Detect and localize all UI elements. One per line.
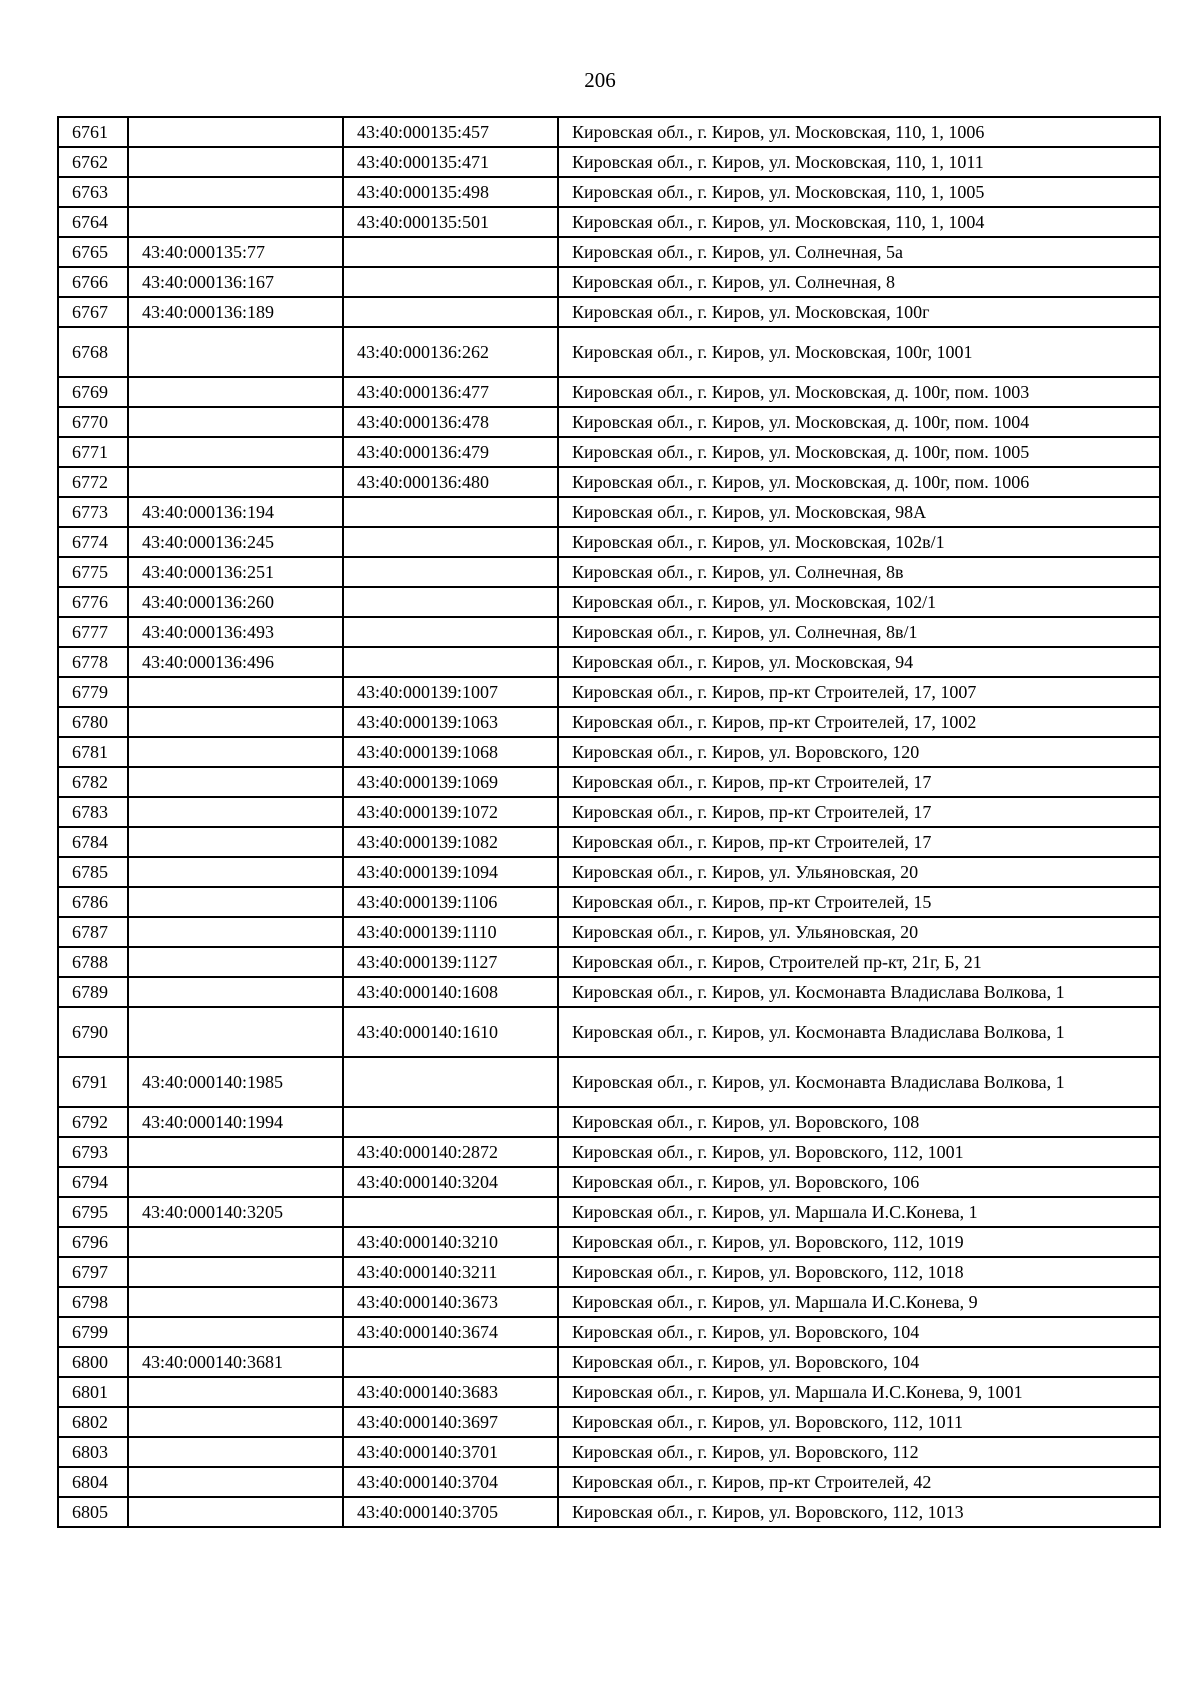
address-cell: Кировская обл., г. Киров, ул. Солнечная, 5а [558,237,1160,267]
table-row [58,1197,1160,1227]
row-number-cell: 6776 [58,587,128,617]
row-number-cell: 6765 [58,237,128,267]
row-number-cell: 6778 [58,647,128,677]
parcel-cadastral-number-cell: 43:40:000136:493 [128,617,343,647]
address-cell: Кировская обл., г. Киров, ул. Московская, 110, 1, 1005 [558,177,1160,207]
address-cell: Кировская обл., г. Киров, пр-кт Строителей, 17, 1002 [558,707,1160,737]
address-cell: Кировская обл., г. Киров, пр-кт Строителей, 17 [558,767,1160,797]
row-number-cell: 6789 [58,977,128,1007]
row-number-cell: 6766 [58,267,128,297]
registry-table [57,116,1161,1528]
object-cadastral-number-cell [343,617,558,647]
object-cadastral-number-cell [343,497,558,527]
object-cadastral-number-cell: 43:40:000136:477 [343,377,558,407]
parcel-cadastral-number-cell [128,1407,343,1437]
parcel-cadastral-number-cell [128,147,343,177]
object-cadastral-number-cell: 43:40:000140:3705 [343,1497,558,1527]
row-number-cell: 6805 [58,1497,128,1527]
address-cell: Кировская обл., г. Киров, ул. Московская, 110, 1, 1004 [558,207,1160,237]
table-row [58,1057,1160,1107]
table-row [58,1257,1160,1287]
object-cadastral-number-cell [343,527,558,557]
parcel-cadastral-number-cell [128,1467,343,1497]
row-number-cell: 6772 [58,467,128,497]
table-row [58,437,1160,467]
parcel-cadastral-number-cell: 43:40:000136:245 [128,527,343,557]
row-number-cell: 6770 [58,407,128,437]
table-row [58,647,1160,677]
table-row [58,267,1160,297]
address-cell: Кировская обл., г. Киров, ул. Московская, д. 100г, пом. 1006 [558,467,1160,497]
table-row [58,297,1160,327]
table-row [58,527,1160,557]
object-cadastral-number-cell: 43:40:000139:1094 [343,857,558,887]
object-cadastral-number-cell: 43:40:000140:3211 [343,1257,558,1287]
object-cadastral-number-cell: 43:40:000139:1069 [343,767,558,797]
object-cadastral-number-cell: 43:40:000140:3701 [343,1437,558,1467]
address-cell: Кировская обл., г. Киров, ул. Воровского, 112 [558,1437,1160,1467]
address-cell: Кировская обл., г. Киров, ул. Московская, д. 100г, пом. 1005 [558,437,1160,467]
object-cadastral-number-cell: 43:40:000135:471 [343,147,558,177]
address-cell: Кировская обл., г. Киров, ул. Московская, 100г, 1001 [558,327,1160,377]
parcel-cadastral-number-cell [128,377,343,407]
table-row [58,1377,1160,1407]
parcel-cadastral-number-cell [128,857,343,887]
row-number-cell: 6794 [58,1167,128,1197]
object-cadastral-number-cell: 43:40:000135:498 [343,177,558,207]
table-row [58,887,1160,917]
object-cadastral-number-cell [343,267,558,297]
row-number-cell: 6777 [58,617,128,647]
row-number-cell: 6767 [58,297,128,327]
row-number-cell: 6787 [58,917,128,947]
address-cell: Кировская обл., г. Киров, ул. Солнечная, 8в [558,557,1160,587]
table-row [58,707,1160,737]
object-cadastral-number-cell: 43:40:000140:1610 [343,1007,558,1057]
address-cell: Кировская обл., г. Киров, пр-кт Строителей, 17 [558,797,1160,827]
object-cadastral-number-cell: 43:40:000136:480 [343,467,558,497]
address-cell: Кировская обл., г. Киров, пр-кт Строителей, 17, 1007 [558,677,1160,707]
address-cell: Кировская обл., г. Киров, ул. Московская, 98А [558,497,1160,527]
row-number-cell: 6774 [58,527,128,557]
row-number-cell: 6761 [58,117,128,147]
object-cadastral-number-cell: 43:40:000140:3673 [343,1287,558,1317]
address-cell: Кировская обл., г. Киров, ул. Маршала И.С.Конева, 9, 1001 [558,1377,1160,1407]
parcel-cadastral-number-cell [128,827,343,857]
parcel-cadastral-number-cell: 43:40:000140:1994 [128,1107,343,1137]
row-number-cell: 6800 [58,1347,128,1377]
table-row [58,677,1160,707]
table-row [58,377,1160,407]
object-cadastral-number-cell [343,297,558,327]
parcel-cadastral-number-cell [128,1227,343,1257]
address-cell: Кировская обл., г. Киров, ул. Воровского, 106 [558,1167,1160,1197]
row-number-cell: 6790 [58,1007,128,1057]
object-cadastral-number-cell [343,1197,558,1227]
page-number: 206 [584,68,616,92]
address-cell: Кировская обл., г. Киров, ул. Космонавта Владислава Волкова, 1 [558,977,1160,1007]
row-number-cell: 6764 [58,207,128,237]
address-cell: Кировская обл., г. Киров, ул. Московская, 102/1 [558,587,1160,617]
address-cell: Кировская обл., г. Киров, ул. Воровского, 104 [558,1317,1160,1347]
parcel-cadastral-number-cell [128,947,343,977]
parcel-cadastral-number-cell [128,1007,343,1057]
row-number-cell: 6804 [58,1467,128,1497]
row-number-cell: 6786 [58,887,128,917]
table-row [58,857,1160,887]
table-row [58,467,1160,497]
parcel-cadastral-number-cell [128,117,343,147]
row-number-cell: 6769 [58,377,128,407]
address-cell: Кировская обл., г. Киров, ул. Космонавта Владислава Волкова, 1 [558,1057,1160,1107]
table-row [58,1107,1160,1137]
object-cadastral-number-cell: 43:40:000135:501 [343,207,558,237]
address-cell: Кировская обл., г. Киров, ул. Московская, д. 100г, пом. 1004 [558,407,1160,437]
table-row [58,1407,1160,1437]
address-cell: Кировская обл., г. Киров, ул. Солнечная, 8 [558,267,1160,297]
address-cell: Кировская обл., г. Киров, ул. Воровского, 108 [558,1107,1160,1137]
object-cadastral-number-cell: 43:40:000140:3697 [343,1407,558,1437]
object-cadastral-number-cell: 43:40:000140:1608 [343,977,558,1007]
row-number-cell: 6762 [58,147,128,177]
parcel-cadastral-number-cell [128,1257,343,1287]
object-cadastral-number-cell: 43:40:000140:3210 [343,1227,558,1257]
object-cadastral-number-cell: 43:40:000136:479 [343,437,558,467]
parcel-cadastral-number-cell: 43:40:000140:3205 [128,1197,343,1227]
registry-table-body [58,117,1160,1527]
address-cell: Кировская обл., г. Киров, ул. Космонавта Владислава Волкова, 1 [558,1007,1160,1057]
parcel-cadastral-number-cell: 43:40:000136:189 [128,297,343,327]
address-cell: Кировская обл., г. Киров, ул. Московская, 110, 1, 1011 [558,147,1160,177]
object-cadastral-number-cell: 43:40:000140:3204 [343,1167,558,1197]
object-cadastral-number-cell: 43:40:000139:1110 [343,917,558,947]
row-number-cell: 6798 [58,1287,128,1317]
address-cell: Кировская обл., г. Киров, пр-кт Строителей, 17 [558,827,1160,857]
table-row [58,237,1160,267]
table-row [58,1347,1160,1377]
row-number-cell: 6792 [58,1107,128,1137]
address-cell: Кировская обл., г. Киров, ул. Воровского, 120 [558,737,1160,767]
object-cadastral-number-cell: 43:40:000139:1068 [343,737,558,767]
parcel-cadastral-number-cell [128,327,343,377]
row-number-cell: 6773 [58,497,128,527]
object-cadastral-number-cell: 43:40:000139:1007 [343,677,558,707]
address-cell: Кировская обл., г. Киров, ул. Ульяновская, 20 [558,917,1160,947]
table-row [58,1437,1160,1467]
parcel-cadastral-number-cell: 43:40:000136:251 [128,557,343,587]
row-number-cell: 6768 [58,327,128,377]
table-row [58,1467,1160,1497]
address-cell: Кировская обл., г. Киров, Строителей пр-кт, 21г, Б, 21 [558,947,1160,977]
table-row [58,1287,1160,1317]
parcel-cadastral-number-cell [128,1377,343,1407]
table-row [58,1137,1160,1167]
object-cadastral-number-cell: 43:40:000139:1063 [343,707,558,737]
object-cadastral-number-cell: 43:40:000140:3683 [343,1377,558,1407]
address-cell: Кировская обл., г. Киров, ул. Московская, д. 100г, пом. 1003 [558,377,1160,407]
object-cadastral-number-cell [343,237,558,267]
parcel-cadastral-number-cell [128,467,343,497]
object-cadastral-number-cell [343,557,558,587]
row-number-cell: 6803 [58,1437,128,1467]
row-number-cell: 6797 [58,1257,128,1287]
table-row [58,587,1160,617]
table-row [58,327,1160,377]
object-cadastral-number-cell: 43:40:000140:2872 [343,1137,558,1167]
row-number-cell: 6780 [58,707,128,737]
parcel-cadastral-number-cell [128,407,343,437]
object-cadastral-number-cell [343,1347,558,1377]
table-row [58,1167,1160,1197]
parcel-cadastral-number-cell [128,1287,343,1317]
object-cadastral-number-cell: 43:40:000140:3704 [343,1467,558,1497]
row-number-cell: 6779 [58,677,128,707]
table-row [58,147,1160,177]
address-cell: Кировская обл., г. Киров, ул. Солнечная, 8в/1 [558,617,1160,647]
parcel-cadastral-number-cell [128,437,343,467]
parcel-cadastral-number-cell [128,207,343,237]
object-cadastral-number-cell: 43:40:000139:1072 [343,797,558,827]
address-cell: Кировская обл., г. Киров, ул. Московская, 100г [558,297,1160,327]
row-number-cell: 6784 [58,827,128,857]
table-row [58,1317,1160,1347]
object-cadastral-number-cell [343,587,558,617]
parcel-cadastral-number-cell: 43:40:000136:260 [128,587,343,617]
row-number-cell: 6763 [58,177,128,207]
table-row [58,827,1160,857]
parcel-cadastral-number-cell [128,767,343,797]
parcel-cadastral-number-cell [128,737,343,767]
address-cell: Кировская обл., г. Киров, ул. Маршала И.С.Конева, 1 [558,1197,1160,1227]
object-cadastral-number-cell: 43:40:000136:262 [343,327,558,377]
table-row [58,177,1160,207]
object-cadastral-number-cell [343,1107,558,1137]
address-cell: Кировская обл., г. Киров, ул. Ульяновская, 20 [558,857,1160,887]
parcel-cadastral-number-cell [128,177,343,207]
parcel-cadastral-number-cell [128,977,343,1007]
table-row [58,497,1160,527]
parcel-cadastral-number-cell [128,887,343,917]
row-number-cell: 6793 [58,1137,128,1167]
object-cadastral-number-cell [343,1057,558,1107]
row-number-cell: 6802 [58,1407,128,1437]
row-number-cell: 6796 [58,1227,128,1257]
row-number-cell: 6785 [58,857,128,887]
address-cell: Кировская обл., г. Киров, ул. Воровского, 112, 1013 [558,1497,1160,1527]
parcel-cadastral-number-cell [128,1317,343,1347]
table-row [58,1497,1160,1527]
parcel-cadastral-number-cell: 43:40:000140:3681 [128,1347,343,1377]
parcel-cadastral-number-cell: 43:40:000140:1985 [128,1057,343,1107]
object-cadastral-number-cell: 43:40:000136:478 [343,407,558,437]
row-number-cell: 6783 [58,797,128,827]
address-cell: Кировская обл., г. Киров, ул. Воровского, 112, 1001 [558,1137,1160,1167]
object-cadastral-number-cell: 43:40:000140:3674 [343,1317,558,1347]
address-cell: Кировская обл., г. Киров, ул. Московская, 94 [558,647,1160,677]
table-row [58,407,1160,437]
table-row [58,207,1160,237]
table-row [58,917,1160,947]
row-number-cell: 6791 [58,1057,128,1107]
parcel-cadastral-number-cell [128,1437,343,1467]
address-cell: Кировская обл., г. Киров, ул. Воровского, 112, 1019 [558,1227,1160,1257]
parcel-cadastral-number-cell [128,1167,343,1197]
row-number-cell: 6801 [58,1377,128,1407]
table-row [58,767,1160,797]
address-cell: Кировская обл., г. Киров, ул. Воровского, 112, 1011 [558,1407,1160,1437]
parcel-cadastral-number-cell [128,1137,343,1167]
address-cell: Кировская обл., г. Киров, ул. Московская, 102в/1 [558,527,1160,557]
object-cadastral-number-cell: 43:40:000135:457 [343,117,558,147]
row-number-cell: 6782 [58,767,128,797]
address-cell: Кировская обл., г. Киров, пр-кт Строителей, 42 [558,1467,1160,1497]
address-cell: Кировская обл., г. Киров, ул. Маршала И.С.Конева, 9 [558,1287,1160,1317]
object-cadastral-number-cell: 43:40:000139:1106 [343,887,558,917]
row-number-cell: 6799 [58,1317,128,1347]
object-cadastral-number-cell: 43:40:000139:1127 [343,947,558,977]
table-row [58,1007,1160,1057]
object-cadastral-number-cell: 43:40:000139:1082 [343,827,558,857]
object-cadastral-number-cell [343,647,558,677]
parcel-cadastral-number-cell [128,707,343,737]
table-row [58,797,1160,827]
table-row [58,1227,1160,1257]
address-cell: Кировская обл., г. Киров, ул. Воровского, 104 [558,1347,1160,1377]
address-cell: Кировская обл., г. Киров, ул. Московская, 110, 1, 1006 [558,117,1160,147]
row-number-cell: 6788 [58,947,128,977]
parcel-cadastral-number-cell [128,1497,343,1527]
table-row [58,737,1160,767]
parcel-cadastral-number-cell [128,797,343,827]
table-row [58,557,1160,587]
parcel-cadastral-number-cell: 43:40:000136:496 [128,647,343,677]
parcel-cadastral-number-cell: 43:40:000136:167 [128,267,343,297]
table-row [58,117,1160,147]
parcel-cadastral-number-cell [128,677,343,707]
row-number-cell: 6771 [58,437,128,467]
table-row [58,617,1160,647]
row-number-cell: 6781 [58,737,128,767]
parcel-cadastral-number-cell [128,917,343,947]
row-number-cell: 6795 [58,1197,128,1227]
table-row [58,977,1160,1007]
address-cell: Кировская обл., г. Киров, пр-кт Строителей, 15 [558,887,1160,917]
row-number-cell: 6775 [58,557,128,587]
address-cell: Кировская обл., г. Киров, ул. Воровского, 112, 1018 [558,1257,1160,1287]
parcel-cadastral-number-cell: 43:40:000136:194 [128,497,343,527]
parcel-cadastral-number-cell: 43:40:000135:77 [128,237,343,267]
table-row [58,947,1160,977]
